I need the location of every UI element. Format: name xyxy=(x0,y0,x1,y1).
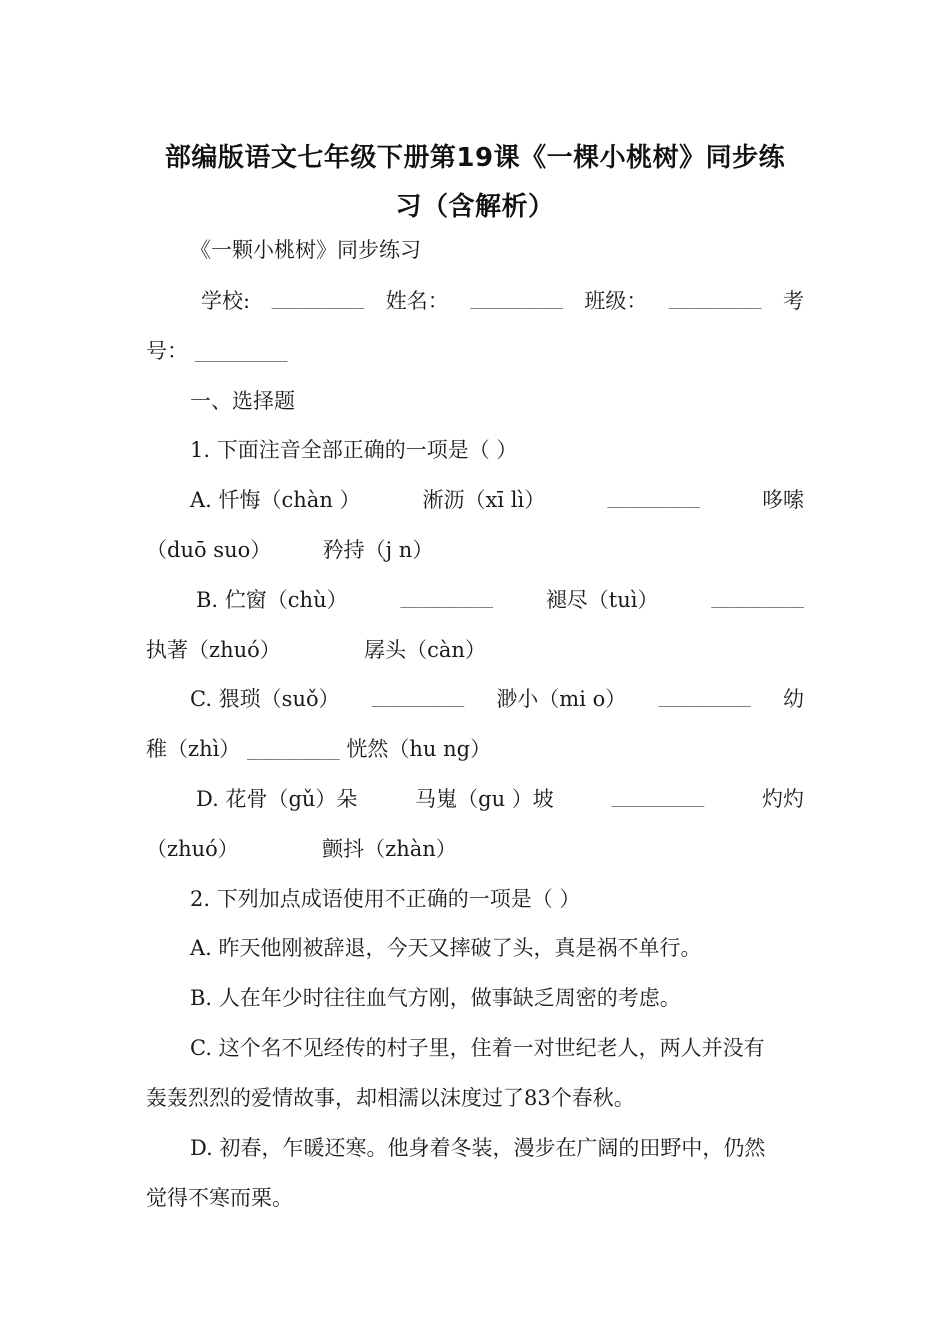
q2-stem: 2. 下列加点成语使用不正确的一项是（ ） xyxy=(190,887,581,911)
q1-c-word2: 渺小（mi o） xyxy=(496,687,627,711)
q1-b-word1: B. 伫窗（chù） xyxy=(196,588,348,612)
q1-a-word4: 矜持（j n） xyxy=(322,538,434,562)
q1-b-blank2: ___________ xyxy=(711,592,804,608)
exam-number-line xyxy=(146,338,287,367)
exam-number-label-part2: 号： xyxy=(146,339,188,363)
q1-b-blank1: ___________ xyxy=(400,592,494,608)
q1-d-word3: 灼灼 xyxy=(762,787,804,811)
q1-c-word3-part2: 稚（zhì） xyxy=(146,737,241,761)
q1-c-blank1: ___________ xyxy=(371,691,465,707)
q1-option-b-line2 xyxy=(146,637,486,663)
q1-option-d-line1 xyxy=(196,786,804,812)
q1-d-word3-pinyin: （zhuó） xyxy=(146,837,239,861)
q1-d-word2: 马嵬（gu ）坡 xyxy=(415,787,554,811)
q2-option-c-line2: 轰轰烈烈的爱情故事，却相濡以沫度过了83个春秋。 xyxy=(146,1086,635,1110)
q1-c-blank2: ___________ xyxy=(658,691,751,707)
school-blank[interactable]: ___________ xyxy=(271,293,365,309)
q1-option-c-line2 xyxy=(146,736,491,765)
q1-d-word4: 颤抖（zhàn） xyxy=(322,837,457,861)
q1-b-word3: 执著（zhuó） xyxy=(146,638,281,662)
q2-option-b: B. 人在年少时往往血气方刚，做事缺乏周密的考虑。 xyxy=(190,986,681,1010)
q1-a-word1: A. 忏悔（chàn ） xyxy=(190,488,361,512)
q1-option-c-line1 xyxy=(190,686,804,712)
exam-number-label-part1: 考 xyxy=(782,289,804,313)
document-title-line-2: 习（含解析） xyxy=(395,192,555,222)
q1-option-a-line2 xyxy=(146,537,433,563)
exam-number-blank[interactable]: ___________ xyxy=(194,346,288,362)
subtitle: 《一颗小桃树》同步练习 xyxy=(190,238,421,262)
q1-option-a-line1 xyxy=(190,487,804,513)
q2-option-d-line2: 觉得不寒而栗。 xyxy=(146,1186,293,1210)
class-blank[interactable]: ___________ xyxy=(668,293,762,309)
class-label: 班级： xyxy=(584,289,648,313)
q2-option-a: A. 昨天他刚被辞退，今天又摔破了头，真是祸不单行。 xyxy=(190,936,702,960)
q2-option-d-line1: D. 初春，乍暖还寒。他身着冬装，漫步在广阔的田野中，仍然 xyxy=(190,1136,766,1160)
q1-stem: 1. 下面注音全部正确的一项是（ ） xyxy=(190,438,518,462)
name-blank[interactable]: ___________ xyxy=(470,293,563,309)
q1-b-word4: 孱头（càn） xyxy=(364,638,486,662)
q1-c-blank3: ___________ xyxy=(247,744,340,760)
section-heading: 一、选择题 xyxy=(190,389,295,413)
q2-option-c-line1: C. 这个名不见经传的村子里，住着一对世纪老人，两人并没有 xyxy=(190,1036,765,1060)
q1-c-word3-part1: 幼 xyxy=(782,687,804,711)
student-info-line xyxy=(146,288,804,314)
q1-option-d-line2 xyxy=(146,836,457,862)
q1-d-blank: ___________ xyxy=(611,791,705,807)
q1-a-word2: 淅沥（xī lì） xyxy=(422,488,546,512)
q1-c-word1: C. 猥琐（suǒ） xyxy=(190,687,340,711)
q1-a-word3-pinyin: （duō suo） xyxy=(146,538,272,562)
document-title-line-1: 部编版语文七年级下册第19课《一棵小桃树》同步练 xyxy=(164,143,786,173)
q1-c-word4: 恍然（hu ng） xyxy=(346,737,492,761)
school-label: 学校: xyxy=(201,289,251,313)
q1-a-word3: 哆嗦 xyxy=(761,488,804,512)
name-label: 姓名： xyxy=(385,289,449,313)
q1-b-word2: 褪尽（tuì） xyxy=(545,588,659,612)
q1-d-word1: D. 花骨（gǔ）朵 xyxy=(196,787,358,811)
q1-a-blank: ___________ xyxy=(607,492,700,508)
q1-option-b-line1 xyxy=(196,587,804,613)
